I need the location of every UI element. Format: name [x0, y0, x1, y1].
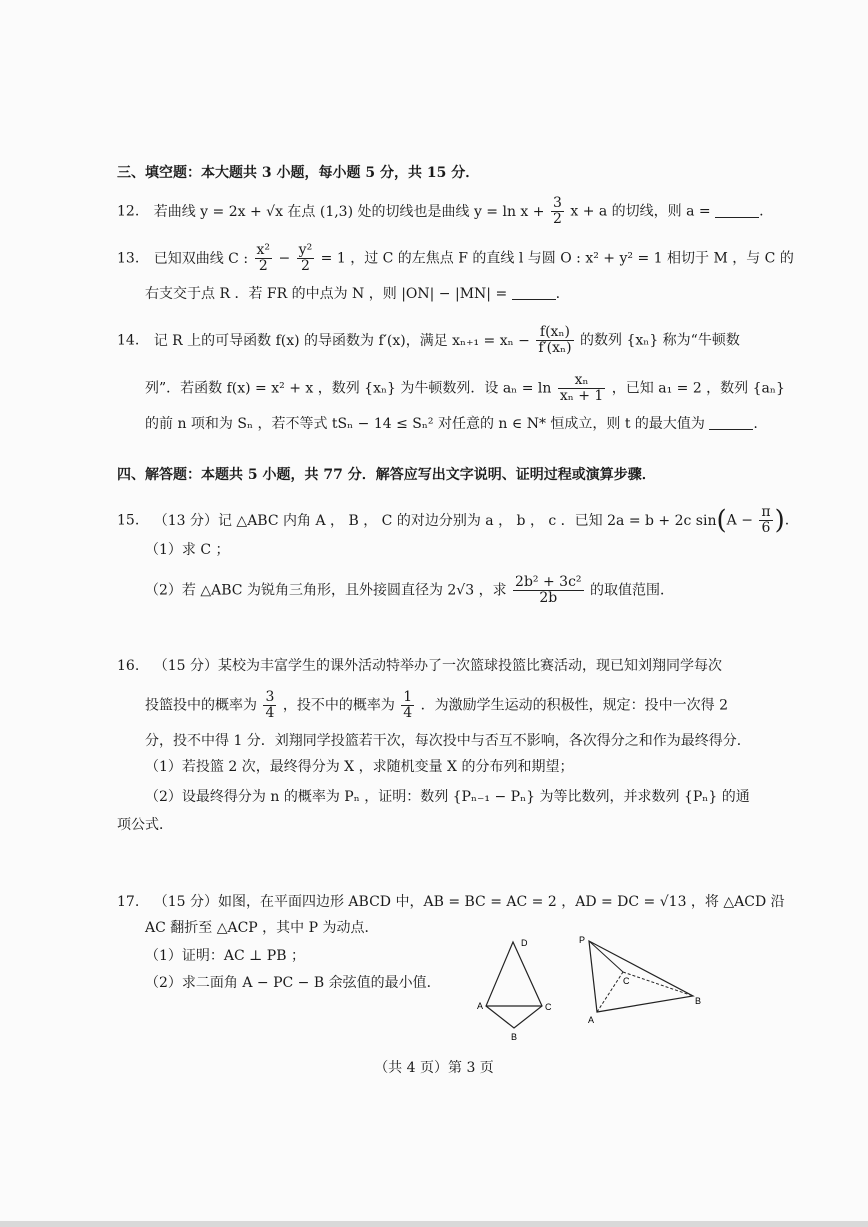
question-15-part-2: （2）若 △ABC 为锐角三角形，且外接圆直径为 2√3 ，求 $\frac{\text{2b² + 3c²}}{2b}$ 的取值范围．	[145, 574, 674, 606]
fig2-label-p: P	[579, 935, 586, 945]
fig1-label-d: D	[521, 938, 528, 948]
fig2-label-b: B	[695, 996, 702, 1006]
question-17-part-2: （2）求二面角 A − PC − B 余弦值的最小值．	[145, 975, 441, 991]
fig1-label-b: B	[511, 1032, 518, 1042]
question-16-part-1: （1）若投篮 2 次，最终得分为 X ，求随机变量 X 的分布列和期望；	[145, 759, 574, 775]
question-17-part-1: （1）证明：AC ⊥ PB ；	[145, 948, 305, 964]
question-12-text-a: 若曲线 y = 2x + √x 在点 (1,3) 处的切线也是曲线 y = ln x +	[153, 203, 545, 220]
answer-blank	[715, 203, 759, 218]
fraction-1-over-4: $\frac{1}{4}$	[403, 689, 413, 721]
question-number: 12.	[117, 203, 140, 220]
question-14-line-2: 列”．若函数 f(x) = x² + x ，数列 {xₙ} 为牛顿数列．设 aₙ = ln $\frac{\text{xₙ}}{\text{xₙ + 1}}$ ，已知 a₁ = 2 ，数列 {aₙ}	[145, 372, 785, 404]
question-16: 16. （15 分）某校为丰富学生的课外活动特举办了一次篮球投篮比赛活动，现已知刘翔同学每次	[117, 658, 722, 674]
fig1-label-a: A	[477, 1001, 484, 1011]
fraction-3-over-4: $\frac{3}{4}$	[265, 689, 275, 721]
question-13-text-b: = 1 ，过 C 的左焦点 F 的直线 l 与圆 O : x² + y² = 1 相切于 M ，与 C 的	[320, 250, 794, 267]
fig2-label-a: A	[588, 1015, 595, 1025]
question-16-part-2-cont: 项公式．	[117, 817, 173, 833]
question-14	[117, 325, 740, 356]
answer-blank	[512, 285, 556, 300]
fig1-label-c: C	[545, 1002, 552, 1012]
fraction-xn-over-xn-plus-1: $\frac{\text{xₙ}}{\text{xₙ + 1}}$	[559, 372, 604, 404]
fraction-newton: $\frac{\text{f(xₙ)}}{\text{f′(xₙ)}}$	[538, 324, 572, 356]
bottom-edge	[0, 1221, 868, 1227]
question-13: 13. 已知双曲线 C : $\frac{\text{x²}}{2}$ − $\frac{\text{y²}}{2}$ = 1 ，过 C 的左焦点 F 的直线 l 与圆 O : x² + y² = 1 相切于 M ，与 C 的	[117, 242, 794, 274]
question-16-line-2: 投篮投中的概率为 $\frac{3}{4}$ ，投不中的概率为 $\frac{1}{4}$ ．为激励学生运动的积极性，规定：投中一次得 2	[145, 689, 729, 721]
fraction-expression: $\frac{\text{2b² + 3c²}}{2b}$	[515, 574, 582, 606]
figure-tetrahedron-pabc	[575, 930, 710, 1025]
question-number: 13.	[117, 250, 140, 267]
fig2-label-c: C	[623, 976, 630, 986]
question-17-line-2: AC 翻折至 △ACP ，其中 P 为动点．	[145, 920, 379, 936]
question-number: 14.	[117, 332, 140, 349]
question-13-line-2: 右支交于点 R ．若 FR 的中点为 N ，则 |ON| − |MN| = .	[145, 286, 561, 302]
question-number: 17.	[117, 894, 140, 910]
question-14-text-b: 的数列 {xₙ} 称为“牛顿数	[580, 332, 740, 349]
fraction-pi-over-6: $\frac{\pi}{6}$	[761, 504, 771, 536]
question-number: 16.	[117, 658, 140, 674]
fraction-x2-over-2: $\frac{\text{x²}}{2}$	[256, 242, 271, 274]
page-footer: （共 4 页）第 3 页	[374, 1060, 494, 1076]
section-3-heading: 三、填空题：本大题共 3 小题，每小题 5 分，共 15 分．	[117, 165, 480, 181]
question-16-part-2: （2）设最终得分为 n 的概率为 Pₙ ，证明：数列 {Pₙ₋₁ − Pₙ} 为等比数列，并求数列 {Pₙ} 的通	[145, 789, 750, 805]
question-17: 17. （15 分）如图，在平面四边形 ABCD 中，AB = BC = AC = 2 ，AD = DC = √13 ，将 △ACD 沿	[117, 894, 785, 910]
question-14-text-a: 记 R 上的可导函数 f(x) 的导函数为 f′(x)，满足 xₙ₊₁ = xₙ −	[153, 332, 530, 349]
question-14-line-3: 的前 n 项和为 Sₙ ，若不等式 tSₙ − 14 ≤ Sₙ² 对任意的 n ∈ N* 恒成立，则 t 的最大值为 .	[145, 416, 758, 432]
question-15-part-1: （1）求 C ；	[145, 542, 230, 558]
question-number: 15.	[117, 512, 140, 529]
question-16-line-3: 分，投不中得 1 分．刘翔同学投篮若干次，每次投中与否互不影响，各次得分之和作为最终得分．	[145, 733, 751, 749]
question-12-text-b: x + a 的切线，则 a =	[570, 203, 711, 220]
fraction-y2-over-2: $\frac{\text{y²}}{2}$	[298, 242, 313, 274]
answer-blank	[709, 415, 753, 430]
fraction-3-over-2: $\frac{3}{2}$	[552, 195, 562, 227]
question-15: 15. （13 分）记 △ABC 内角 A ， B ， C 的对边分别为 a ， b ， c ．已知 2a = b + 2c sin(A − $\frac{\pi}{6}$ ).	[117, 504, 790, 536]
question-13-text-a: 已知双曲线 C :	[153, 250, 249, 267]
question-12: 12. 若曲线 y = 2x + √x 在点 (1,3) 处的切线也是曲线 y = ln x + $\frac{3}{2}$ x + a 的切线，则 a = .	[117, 195, 764, 227]
section-4-heading: 四、解答题：本题共 5 小题，共 77 分．解答应写出文字说明、证明过程或演算步骤．	[117, 467, 656, 483]
figure-quadrilateral-abcd	[470, 930, 570, 1045]
